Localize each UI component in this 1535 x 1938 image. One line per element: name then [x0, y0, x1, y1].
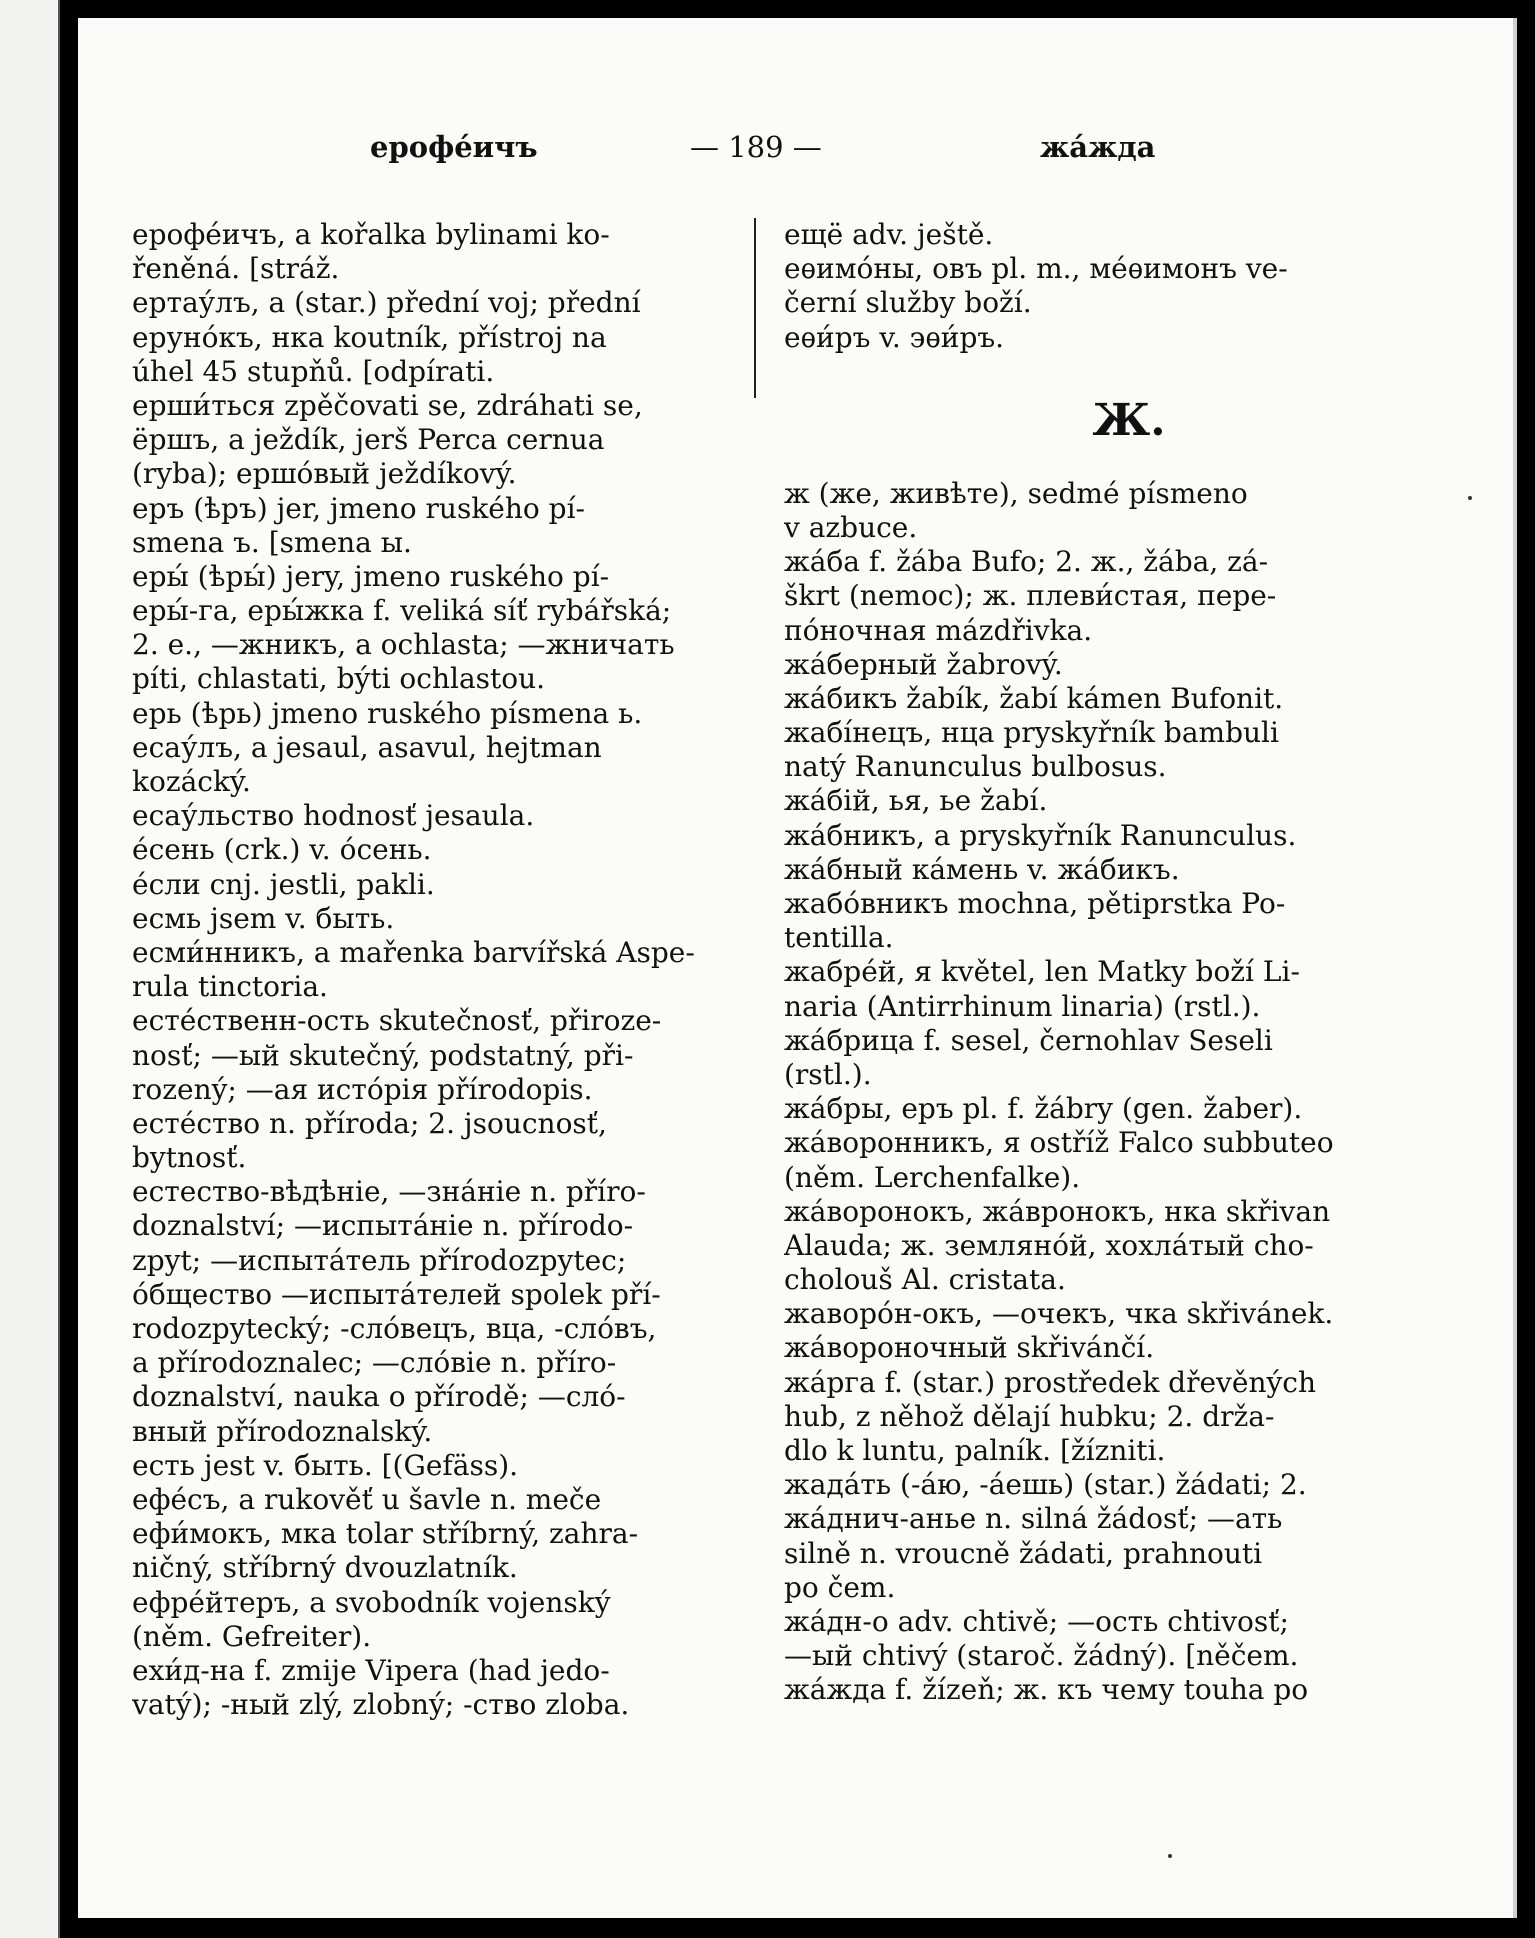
text-line: жáвороночный skřivánčí.: [784, 1331, 1155, 1365]
text-line: (něm. Gefreiter).: [132, 1619, 372, 1653]
text-line: doznalství; —испытáніе n. přírodo-: [132, 1209, 634, 1243]
text-line: píti, chlastati, býti ochlastou.: [132, 662, 546, 696]
text-line: éсень (crk.) v. óсень.: [132, 833, 432, 867]
text-line: еѳимóны, овъ pl. m., мéѳимонъ ve-: [784, 252, 1288, 286]
text-line: úhel 45 stupňů. [odpírati.: [132, 354, 495, 388]
text-line: (ryba); ершóвый ježdíkový.: [132, 457, 517, 491]
text-line: жáжда f. žízeň; ж. къ чему touha po: [784, 1673, 1309, 1707]
letter-section-heading: Ж.: [1092, 394, 1166, 446]
text-line: еръ (ѣръ) jer, jmeno ruského pí-: [132, 491, 585, 525]
text-line: rula tinctoria.: [132, 970, 328, 1004]
text-line: po čem.: [784, 1570, 896, 1604]
text-line: óбщество —испытáтелей spolek pří-: [132, 1277, 661, 1311]
text-line: (rstl.).: [784, 1057, 872, 1091]
text-line: hub, z něhož dělají hubku; 2. drža-: [784, 1399, 1275, 1433]
text-line: жáба f. žába Bufo; 2. ж., žába, zá-: [784, 545, 1269, 579]
text-line: zpyt; —испытáтель přírodozpytec;: [132, 1243, 627, 1277]
print-speck: [1468, 496, 1472, 500]
text-line: жáбикъ žabík, žabí kámen Bufonit.: [784, 681, 1284, 715]
text-line: жáворонникъ, я ostříž Falco subbuteo: [784, 1126, 1334, 1160]
text-line: ерунóкъ, нка koutník, přístroj na: [132, 320, 607, 354]
text-line: ж (же, живѣте), sedmé písmeno: [784, 476, 1248, 510]
right-column-entries: [784, 477, 1474, 1708]
text-line: bytnosť.: [132, 1141, 247, 1175]
text-line: жаворóн-окъ, —очекъ, чка skřivánek.: [784, 1297, 1334, 1331]
text-line: tentilla.: [784, 921, 894, 955]
right-column: [784, 218, 1474, 1708]
text-line: еры́ (ѣры́) jery, jmeno ruského pí-: [132, 559, 610, 593]
text-line: жáберный žabrový.: [784, 647, 1063, 681]
text-line: есау́льство hodnosť jesaula.: [132, 799, 535, 833]
text-line: жабі́нецъ, нца pryskyřník bambuli: [784, 716, 1279, 750]
text-line: a přírodoznalec; —слóвіе n. příro-: [132, 1346, 617, 1380]
text-line: 2. e., —жникъ, a ochlasta; —жничать: [132, 628, 675, 662]
text-line: жáбій, ья, ье žabí.: [784, 784, 1048, 818]
text-line: ерофе́ичъ, a kořalka bylinami ko-: [132, 218, 610, 251]
dictionary-page: [78, 18, 1517, 1918]
text-line: éсли cnj. jestli, pakli.: [132, 867, 435, 901]
header-last-entry: жа́жда: [1040, 130, 1156, 164]
text-line: —ый chtivý (staroč. žádný). [něčem.: [784, 1639, 1299, 1673]
text-line: dlo k luntu, palník. [žízniti.: [784, 1434, 1166, 1467]
text-line: жабрéй, я květel, len Matky boží Li-: [784, 955, 1300, 989]
text-line: černí služby boží.: [784, 286, 1032, 320]
text-line: smena ъ. [smena ы.: [132, 525, 412, 559]
text-line: natý Ranunculus bulbosus.: [784, 750, 1167, 784]
page-gutter: [60, 0, 78, 1938]
text-line: ефи́мокъ, мка tolar stříbrný, zahra-: [132, 1517, 639, 1551]
text-line: жáднич-анье n. silná žádosť; —ать: [784, 1502, 1283, 1536]
text-line: ерь (ѣрь) jmeno ruského písmena ь.: [132, 696, 643, 730]
text-line: жáворонокъ, жáвронокъ, нка skřivan: [784, 1194, 1331, 1228]
text-line: жабóвникъ mochna, pětiprstka Po-: [784, 887, 1286, 920]
text-line: silně n. vroucně žádati, prahnouti: [784, 1536, 1263, 1570]
left-column: [132, 218, 796, 1722]
text-line: жадáть (-áю, -áешь) (star.) žádati; 2.: [784, 1468, 1307, 1502]
header-first-entry: ерофе́ичъ: [370, 130, 538, 164]
text-line: (něm. Lerchenfalke).: [784, 1160, 1081, 1194]
text-line: жáбры, еръ pl. f. žábry (gen. žaber).: [784, 1092, 1303, 1126]
text-line: есми́нникъ, a mařenka barvířská Aspe-: [132, 935, 695, 969]
text-line: жáбный кáмень v. жáбикъ.: [784, 852, 1180, 886]
page-number: — 189 —: [690, 130, 822, 164]
text-line: ещё adv. ještě.: [784, 218, 994, 251]
right-column-top-entries: [784, 218, 1474, 355]
text-line: řeněná. [stráž.: [132, 252, 340, 286]
text-line: еры́-га, еры́жка f. veliká síť rybářská;: [132, 594, 672, 628]
text-line: ефрéйтеръ, a svobodník vojenský: [132, 1585, 611, 1619]
text-line: cholouš Al. cristata.: [784, 1263, 1066, 1297]
text-line: есмь jsem v. быть.: [132, 901, 395, 935]
text-line: жáбникъ, a pryskyřník Ranunculus.: [784, 818, 1297, 852]
print-speck: [1168, 1854, 1172, 1858]
text-line: rozený; —ая истóрія přírodopis.: [132, 1072, 593, 1106]
text-line: ехи́д-на f. zmije Vipera (had jedo-: [132, 1653, 610, 1687]
text-line: ёршъ, a ježdík, jerš Perca cernua: [132, 423, 605, 457]
text-line: rodozpytecký; -слóвецъ, вца, -слóвъ,: [132, 1312, 657, 1345]
text-line: жáбрица f. sesel, černohlav Seseli: [784, 1023, 1273, 1057]
previous-page-edge: [0, 0, 60, 1938]
text-line: пóночная mázdřivka.: [784, 613, 1093, 647]
text-line: vatý); -ный zlý, zlobný; -ство zloba.: [132, 1688, 630, 1722]
text-line: еѳи́ръ v. эѳи́ръ.: [784, 320, 1005, 354]
text-line: жáдн-о adv. chtivě; —ость chtivosť;: [784, 1604, 1289, 1638]
text-line: kozácký.: [132, 765, 251, 798]
text-line: doznalství, nauka o přírodě; —слó-: [132, 1380, 626, 1414]
text-line: ефéсъ, a rukověť u šavle n. meče: [132, 1482, 602, 1516]
text-line: естество-вѣдѣніе, —знáніе n. příro-: [132, 1175, 646, 1209]
text-line: škrt (nemoc); ж. плеви́стая, пере-: [784, 579, 1277, 613]
text-line: вный přírodoznalský.: [132, 1414, 433, 1448]
text-line: естéство n. příroda; 2. jsoucnosť,: [132, 1106, 607, 1140]
text-line: Alauda; ж. землянóй, хохлáтый cho-: [784, 1228, 1314, 1262]
text-line: nosť; —ый skutečný, podstatný, při-: [132, 1038, 634, 1072]
text-line: ерши́ться zpěčovati se, zdráhati se,: [132, 388, 643, 422]
text-line: естéственн-ость skutečnosť, přiroze-: [132, 1004, 662, 1038]
text-line: жáрга f. (star.) prostředek dřevěných: [784, 1365, 1317, 1399]
text-line: v azbuce.: [784, 510, 918, 544]
text-line: ničný, stříbrný dvouzlatník.: [132, 1551, 518, 1585]
text-line: ертау́лъ, a (star.) přední voj; přední: [132, 286, 641, 320]
running-header: [78, 130, 1513, 180]
text-line: есау́лъ, a jesaul, asavul, hejtman: [132, 730, 602, 764]
text-line: есть jest v. быть. [(Gefäss).: [132, 1448, 519, 1482]
text-line: naria (Antirrhinum linaria) (rstl.).: [784, 989, 1261, 1023]
